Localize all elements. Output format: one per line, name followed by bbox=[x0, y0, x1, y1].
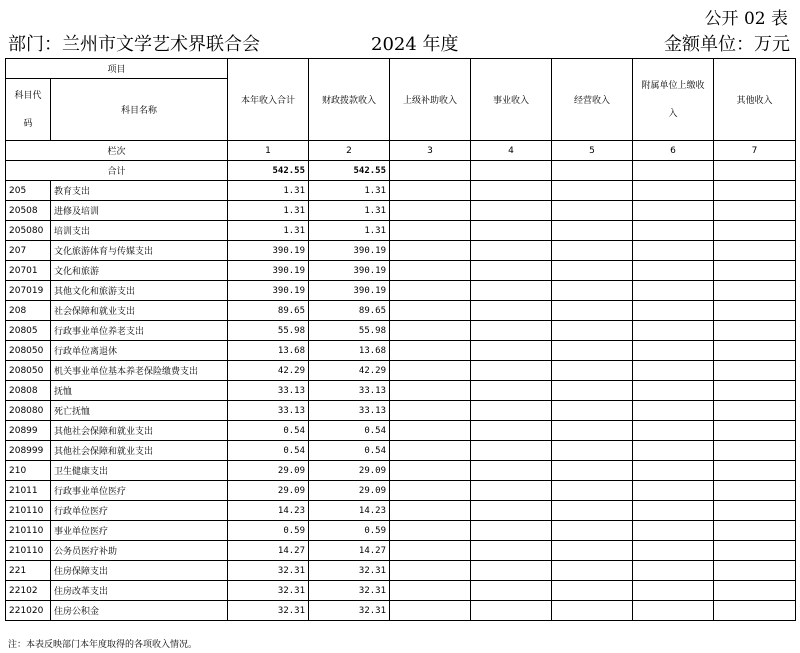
business-value bbox=[471, 401, 552, 421]
business-value bbox=[471, 521, 552, 541]
column-index: 5 bbox=[552, 141, 633, 161]
footnote: 注：本表反映部门本年度取得的各项收入情况。 bbox=[8, 640, 198, 650]
total-income-value: 42.29 bbox=[228, 361, 309, 381]
business-value bbox=[471, 501, 552, 521]
superior-subsidy-value bbox=[390, 581, 471, 601]
fiscal-value: 32.31 bbox=[309, 561, 390, 581]
affiliated-value bbox=[633, 341, 714, 361]
total-income-value: 32.31 bbox=[228, 561, 309, 581]
table-row bbox=[6, 521, 796, 541]
header-business: 事业收入 bbox=[471, 59, 552, 141]
operation-value bbox=[552, 181, 633, 201]
total-income-value: 0.59 bbox=[228, 521, 309, 541]
operation-value bbox=[552, 541, 633, 561]
subject-name: 进修及培训 bbox=[51, 201, 228, 221]
affiliated-value bbox=[633, 221, 714, 241]
total-income-value: 14.27 bbox=[228, 541, 309, 561]
superior-subsidy-value bbox=[390, 541, 471, 561]
business-value bbox=[471, 261, 552, 281]
affiliated-value bbox=[633, 441, 714, 461]
business-value bbox=[471, 221, 552, 241]
header-subject-name: 科目名称 bbox=[51, 79, 228, 141]
fiscal-value: 14.27 bbox=[309, 541, 390, 561]
fiscal-value: 29.09 bbox=[309, 481, 390, 501]
superior-subsidy-value bbox=[390, 601, 471, 621]
subject-code: 208999 bbox=[6, 441, 51, 461]
column-index-label: 栏次 bbox=[6, 141, 228, 161]
other-value bbox=[714, 601, 796, 621]
table-row bbox=[6, 221, 796, 241]
fiscal-value: 1.31 bbox=[309, 201, 390, 221]
other-value bbox=[714, 341, 796, 361]
header-item: 项目 bbox=[6, 59, 228, 79]
business-value bbox=[471, 361, 552, 381]
fiscal-value: 0.59 bbox=[309, 521, 390, 541]
other-value bbox=[714, 221, 796, 241]
superior-subsidy-value bbox=[390, 501, 471, 521]
affiliated-value bbox=[633, 281, 714, 301]
total-income-value: 32.31 bbox=[228, 581, 309, 601]
total-income-value: 390.19 bbox=[228, 281, 309, 301]
fiscal-value: 29.09 bbox=[309, 461, 390, 481]
operation-value bbox=[552, 281, 633, 301]
total-income-value: 32.31 bbox=[228, 601, 309, 621]
table-row bbox=[6, 241, 796, 261]
superior-subsidy-value bbox=[390, 181, 471, 201]
superior-subsidy-value bbox=[390, 301, 471, 321]
subject-name: 文化和旅游 bbox=[51, 261, 228, 281]
column-index: 7 bbox=[714, 141, 796, 161]
table-row bbox=[6, 581, 796, 601]
affiliated-value bbox=[633, 381, 714, 401]
total-income-value: 1.31 bbox=[228, 201, 309, 221]
other-value bbox=[714, 581, 796, 601]
affiliated-value bbox=[633, 601, 714, 621]
superior-subsidy-value bbox=[390, 341, 471, 361]
business-value bbox=[471, 421, 552, 441]
operation-value bbox=[552, 401, 633, 421]
subject-name: 卫生健康支出 bbox=[51, 461, 228, 481]
subject-code: 210 bbox=[6, 461, 51, 481]
superior-subsidy-value bbox=[390, 401, 471, 421]
business-value bbox=[471, 441, 552, 461]
superior-subsidy-value bbox=[390, 461, 471, 481]
table-row bbox=[6, 481, 796, 501]
superior-subsidy-value bbox=[390, 201, 471, 221]
column-index: 1 bbox=[228, 141, 309, 161]
fiscal-value: 14.23 bbox=[309, 501, 390, 521]
operation-value bbox=[552, 261, 633, 281]
operation-value bbox=[552, 501, 633, 521]
affiliated-value bbox=[633, 541, 714, 561]
affiliated-value bbox=[633, 301, 714, 321]
table-row bbox=[6, 601, 796, 621]
total-income-value: 1.31 bbox=[228, 221, 309, 241]
column-index: 4 bbox=[471, 141, 552, 161]
subject-name: 其他社会保障和就业支出 bbox=[51, 441, 228, 461]
fiscal-value: 42.29 bbox=[309, 361, 390, 381]
operation-value bbox=[552, 301, 633, 321]
table-row bbox=[6, 281, 796, 301]
report-header bbox=[8, 30, 790, 56]
table-row bbox=[6, 261, 796, 281]
other-value bbox=[714, 361, 796, 381]
total-fiscal-value: 542.55 bbox=[309, 161, 390, 181]
operation-value bbox=[552, 341, 633, 361]
affiliated-value bbox=[633, 241, 714, 261]
fiscal-value: 33.13 bbox=[309, 381, 390, 401]
subject-name: 抚恤 bbox=[51, 381, 228, 401]
fiscal-value: 0.54 bbox=[309, 441, 390, 461]
subject-code: 20701 bbox=[6, 261, 51, 281]
affiliated-value bbox=[633, 401, 714, 421]
superior-subsidy-value bbox=[390, 321, 471, 341]
subject-name: 行政事业单位医疗 bbox=[51, 481, 228, 501]
subject-code: 20805 bbox=[6, 321, 51, 341]
total-income-value: 0.54 bbox=[228, 421, 309, 441]
column-index: 2 bbox=[309, 141, 390, 161]
operation-value bbox=[552, 421, 633, 441]
column-index: 3 bbox=[390, 141, 471, 161]
table-row bbox=[6, 401, 796, 421]
other-value bbox=[714, 381, 796, 401]
operation-value bbox=[552, 581, 633, 601]
other-value bbox=[714, 501, 796, 521]
affiliated-value bbox=[633, 421, 714, 441]
subject-code: 22102 bbox=[6, 581, 51, 601]
subject-name: 住房改革支出 bbox=[51, 581, 228, 601]
subject-name: 其他文化和旅游支出 bbox=[51, 281, 228, 301]
subject-name: 行政单位医疗 bbox=[51, 501, 228, 521]
subject-code: 20899 bbox=[6, 421, 51, 441]
other-value bbox=[714, 261, 796, 281]
header-affiliated: 附属单位上缴收 入 bbox=[633, 59, 714, 141]
superior-subsidy-value bbox=[390, 281, 471, 301]
subject-code: 20808 bbox=[6, 381, 51, 401]
total-label: 合计 bbox=[6, 161, 228, 181]
other-value bbox=[714, 561, 796, 581]
column-index: 6 bbox=[633, 141, 714, 161]
business-value bbox=[471, 481, 552, 501]
other-value bbox=[714, 541, 796, 561]
business-value bbox=[471, 341, 552, 361]
total-income-value: 33.13 bbox=[228, 401, 309, 421]
affiliated-value bbox=[633, 261, 714, 281]
table-row bbox=[6, 501, 796, 521]
subject-name: 事业单位医疗 bbox=[51, 521, 228, 541]
form-code: 公开 02 表 bbox=[704, 9, 788, 29]
total-income-value: 29.09 bbox=[228, 481, 309, 501]
business-value bbox=[471, 301, 552, 321]
subject-name: 住房公积金 bbox=[51, 601, 228, 621]
affiliated-value bbox=[633, 181, 714, 201]
subject-code: 20508 bbox=[6, 201, 51, 221]
operation-value bbox=[552, 361, 633, 381]
header-fiscal: 财政拨款收入 bbox=[309, 59, 390, 141]
subject-code: 208050 bbox=[6, 361, 51, 381]
superior-subsidy-value bbox=[390, 261, 471, 281]
header-other: 其他收入 bbox=[714, 59, 796, 141]
superior-subsidy-value bbox=[390, 381, 471, 401]
fiscal-value: 1.31 bbox=[309, 181, 390, 201]
business-value bbox=[471, 281, 552, 301]
table-row bbox=[6, 201, 796, 221]
other-value bbox=[714, 241, 796, 261]
subject-code: 208080 bbox=[6, 401, 51, 421]
table-row bbox=[6, 341, 796, 361]
table-row bbox=[6, 421, 796, 441]
table-row bbox=[6, 181, 796, 201]
total-income-value: 33.13 bbox=[228, 381, 309, 401]
table-row bbox=[6, 541, 796, 561]
subject-code: 207 bbox=[6, 241, 51, 261]
other-value bbox=[714, 321, 796, 341]
total-income-value: 390.19 bbox=[228, 261, 309, 281]
subject-name: 其他社会保障和就业支出 bbox=[51, 421, 228, 441]
subject-code: 205 bbox=[6, 181, 51, 201]
year-label: 2024 年度 bbox=[371, 34, 459, 55]
operation-value bbox=[552, 461, 633, 481]
subject-code: 210110 bbox=[6, 521, 51, 541]
total-row bbox=[6, 161, 796, 181]
header-subject-code: 科目代 码 bbox=[6, 79, 51, 141]
subject-code: 21011 bbox=[6, 481, 51, 501]
other-value bbox=[714, 481, 796, 501]
other-value bbox=[714, 441, 796, 461]
table-row bbox=[6, 461, 796, 481]
department-label: 部门：兰州市文学艺术界联合会 bbox=[8, 34, 260, 55]
business-value bbox=[471, 601, 552, 621]
business-value bbox=[471, 201, 552, 221]
header-total-income: 本年收入合计 bbox=[228, 59, 309, 141]
total-income-value: 29.09 bbox=[228, 461, 309, 481]
affiliated-value bbox=[633, 201, 714, 221]
operation-value bbox=[552, 221, 633, 241]
business-value bbox=[471, 461, 552, 481]
superior-subsidy-value bbox=[390, 561, 471, 581]
table-row bbox=[6, 561, 796, 581]
amount-unit-label: 金额单位：万元 bbox=[664, 34, 790, 55]
other-value bbox=[714, 401, 796, 421]
fiscal-value: 32.31 bbox=[309, 581, 390, 601]
fiscal-value: 390.19 bbox=[309, 241, 390, 261]
other-value bbox=[714, 201, 796, 221]
income-table bbox=[5, 58, 796, 621]
operation-value bbox=[552, 441, 633, 461]
fiscal-value: 0.54 bbox=[309, 421, 390, 441]
subject-code: 208 bbox=[6, 301, 51, 321]
total-income-value: 55.98 bbox=[228, 321, 309, 341]
subject-name: 行政单位离退休 bbox=[51, 341, 228, 361]
subject-name: 培训支出 bbox=[51, 221, 228, 241]
total-income-value: 542.55 bbox=[228, 161, 309, 181]
fiscal-value: 1.31 bbox=[309, 221, 390, 241]
fiscal-value: 390.19 bbox=[309, 261, 390, 281]
subject-name: 行政事业单位养老支出 bbox=[51, 321, 228, 341]
subject-name: 死亡抚恤 bbox=[51, 401, 228, 421]
business-value bbox=[471, 581, 552, 601]
fiscal-value: 55.98 bbox=[309, 321, 390, 341]
fiscal-value: 33.13 bbox=[309, 401, 390, 421]
superior-subsidy-value bbox=[390, 421, 471, 441]
business-value bbox=[471, 241, 552, 261]
total-income-value: 13.68 bbox=[228, 341, 309, 361]
superior-subsidy-value bbox=[390, 441, 471, 461]
affiliated-value bbox=[633, 501, 714, 521]
fiscal-value: 13.68 bbox=[309, 341, 390, 361]
superior-subsidy-value bbox=[390, 221, 471, 241]
superior-subsidy-value bbox=[390, 361, 471, 381]
subject-code: 210110 bbox=[6, 501, 51, 521]
business-value bbox=[471, 381, 552, 401]
other-value bbox=[714, 421, 796, 441]
affiliated-value bbox=[633, 461, 714, 481]
operation-value bbox=[552, 601, 633, 621]
subject-code: 208050 bbox=[6, 341, 51, 361]
business-value bbox=[471, 181, 552, 201]
other-value bbox=[714, 521, 796, 541]
subject-code: 221020 bbox=[6, 601, 51, 621]
subject-name: 住房保障支出 bbox=[51, 561, 228, 581]
header-superior-subsidy: 上级补助收入 bbox=[390, 59, 471, 141]
table-row bbox=[6, 301, 796, 321]
table-row bbox=[6, 361, 796, 381]
other-value bbox=[714, 461, 796, 481]
table-row bbox=[6, 321, 796, 341]
fiscal-value: 89.65 bbox=[309, 301, 390, 321]
header-operation: 经营收入 bbox=[552, 59, 633, 141]
operation-value bbox=[552, 521, 633, 541]
business-value bbox=[471, 321, 552, 341]
affiliated-value bbox=[633, 561, 714, 581]
business-value bbox=[471, 541, 552, 561]
total-income-value: 14.23 bbox=[228, 501, 309, 521]
fiscal-value: 32.31 bbox=[309, 601, 390, 621]
operation-value bbox=[552, 481, 633, 501]
fiscal-value: 390.19 bbox=[309, 281, 390, 301]
other-value bbox=[714, 301, 796, 321]
subject-code: 210110 bbox=[6, 541, 51, 561]
other-value bbox=[714, 181, 796, 201]
superior-subsidy-value bbox=[390, 241, 471, 261]
affiliated-value bbox=[633, 321, 714, 341]
operation-value bbox=[552, 201, 633, 221]
operation-value bbox=[552, 241, 633, 261]
total-income-value: 89.65 bbox=[228, 301, 309, 321]
subject-code: 221 bbox=[6, 561, 51, 581]
superior-subsidy-value bbox=[390, 521, 471, 541]
operation-value bbox=[552, 321, 633, 341]
table-row bbox=[6, 441, 796, 461]
affiliated-value bbox=[633, 361, 714, 381]
operation-value bbox=[552, 561, 633, 581]
subject-code: 207019 bbox=[6, 281, 51, 301]
total-income-value: 1.31 bbox=[228, 181, 309, 201]
subject-name: 教育支出 bbox=[51, 181, 228, 201]
subject-name: 公务员医疗补助 bbox=[51, 541, 228, 561]
operation-value bbox=[552, 381, 633, 401]
business-value bbox=[471, 561, 552, 581]
subject-name: 文化旅游体育与传媒支出 bbox=[51, 241, 228, 261]
affiliated-value bbox=[633, 481, 714, 501]
other-value bbox=[714, 281, 796, 301]
data-rows bbox=[6, 181, 796, 621]
subject-name: 机关事业单位基本养老保险缴费支出 bbox=[51, 361, 228, 381]
table-row bbox=[6, 381, 796, 401]
subject-code: 205080 bbox=[6, 221, 51, 241]
superior-subsidy-value bbox=[390, 481, 471, 501]
affiliated-value bbox=[633, 521, 714, 541]
total-income-value: 0.54 bbox=[228, 441, 309, 461]
affiliated-value bbox=[633, 581, 714, 601]
subject-name: 社会保障和就业支出 bbox=[51, 301, 228, 321]
total-income-value: 390.19 bbox=[228, 241, 309, 261]
